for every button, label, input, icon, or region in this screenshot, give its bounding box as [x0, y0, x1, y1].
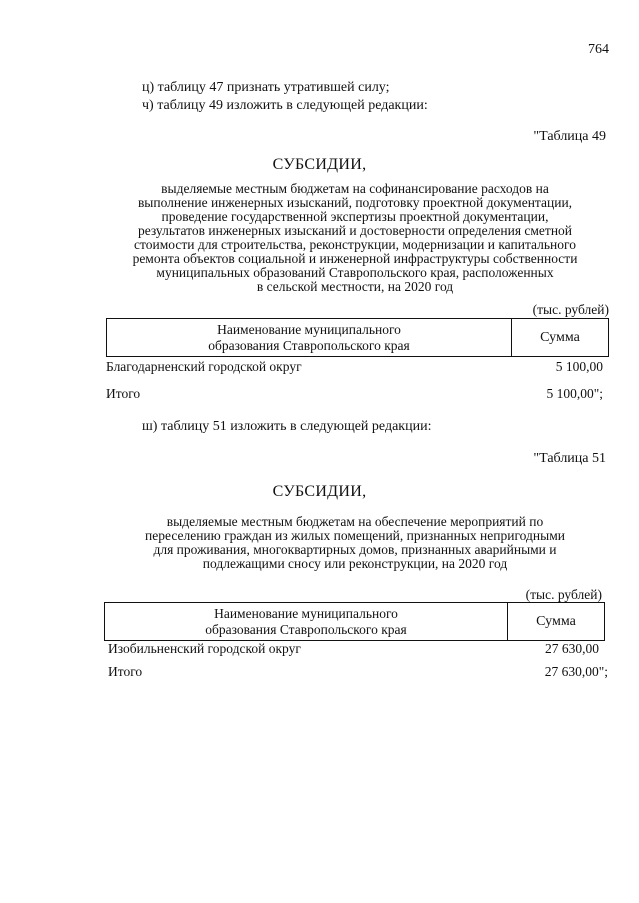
col-name-line: Наименование муниципального — [217, 321, 401, 337]
description-line: выполнение инженерных изысканий, подготовку проектной документации, — [137, 195, 573, 210]
row-value: 5 100,00 — [555, 359, 603, 374]
description-line: подлежащими сносу или реконструкции, на 2020 год — [202, 556, 508, 571]
table49-header — [106, 318, 609, 357]
total-label: Итого — [106, 386, 141, 401]
total-label: Итого — [108, 664, 143, 679]
table51-col-name — [105, 603, 508, 640]
table49-heading: СУБСИДИИ, — [272, 156, 367, 173]
description-line: для проживания, многоквартирных домов, признанных аварийными и — [153, 542, 557, 557]
table49-label: "Таблица 49 — [533, 129, 606, 144]
col-name-line: образования Ставропольского края — [208, 337, 410, 353]
table51-units: (тыс. рублей) — [525, 587, 602, 602]
description-line: выделяемые местным бюджетам на софинансирование расходов на — [161, 181, 549, 196]
intro-item-1: ц) таблицу 47 признать утратившей силу; — [142, 80, 390, 95]
description-line: выделяемые местным бюджетам на обеспечение мероприятий по — [166, 514, 544, 529]
table-row — [108, 641, 599, 656]
description-line: в сельской местности, на 2020 год — [256, 279, 454, 294]
row-name: Изобильненский городской округ — [108, 641, 301, 656]
table51-col-sum: Сумма — [536, 614, 576, 629]
table49-col-name — [107, 319, 512, 356]
description-line: результатов инженерных изысканий и достоверности определения сметной — [137, 223, 573, 238]
middle-item: ш) таблицу 51 изложить в следующей редакции: — [142, 419, 432, 434]
table51-header — [104, 602, 605, 641]
table51-heading: СУБСИДИИ, — [272, 483, 367, 500]
table51-total — [108, 664, 608, 679]
total-value: 5 100,00"; — [546, 386, 603, 401]
intro-item-2: ч) таблицу 49 изложить в следующей редакции: — [142, 98, 428, 113]
table51-description — [110, 515, 600, 571]
table51-label: "Таблица 51 — [533, 451, 606, 466]
total-value: 27 630,00"; — [544, 664, 608, 679]
description-line: переселению граждан из жилых помещений, признанных непригодными — [145, 528, 565, 543]
description-line: проведение государственной экспертизы проектной документации, — [161, 209, 549, 224]
description-line: стоимости для строительства, реконструкции, модернизации и капитального — [134, 237, 576, 252]
table49-total — [106, 386, 603, 401]
table49-description — [110, 182, 600, 294]
description-line: муниципальных образований Ставропольского края, расположенных — [156, 265, 554, 280]
row-name: Благодарненский городской округ — [106, 359, 302, 374]
page-number: 764 — [588, 42, 609, 57]
table49-col-sum: Сумма — [540, 330, 580, 345]
table-row — [106, 359, 603, 374]
row-value: 27 630,00 — [545, 641, 599, 656]
table49-units: (тыс. рублей) — [532, 302, 609, 317]
col-name-line: Наименование муниципального — [214, 605, 398, 621]
description-line: ремонта объектов социальной и инженерной инфраструктуры собственности — [132, 251, 578, 266]
col-name-line: образования Ставропольского края — [205, 621, 407, 637]
